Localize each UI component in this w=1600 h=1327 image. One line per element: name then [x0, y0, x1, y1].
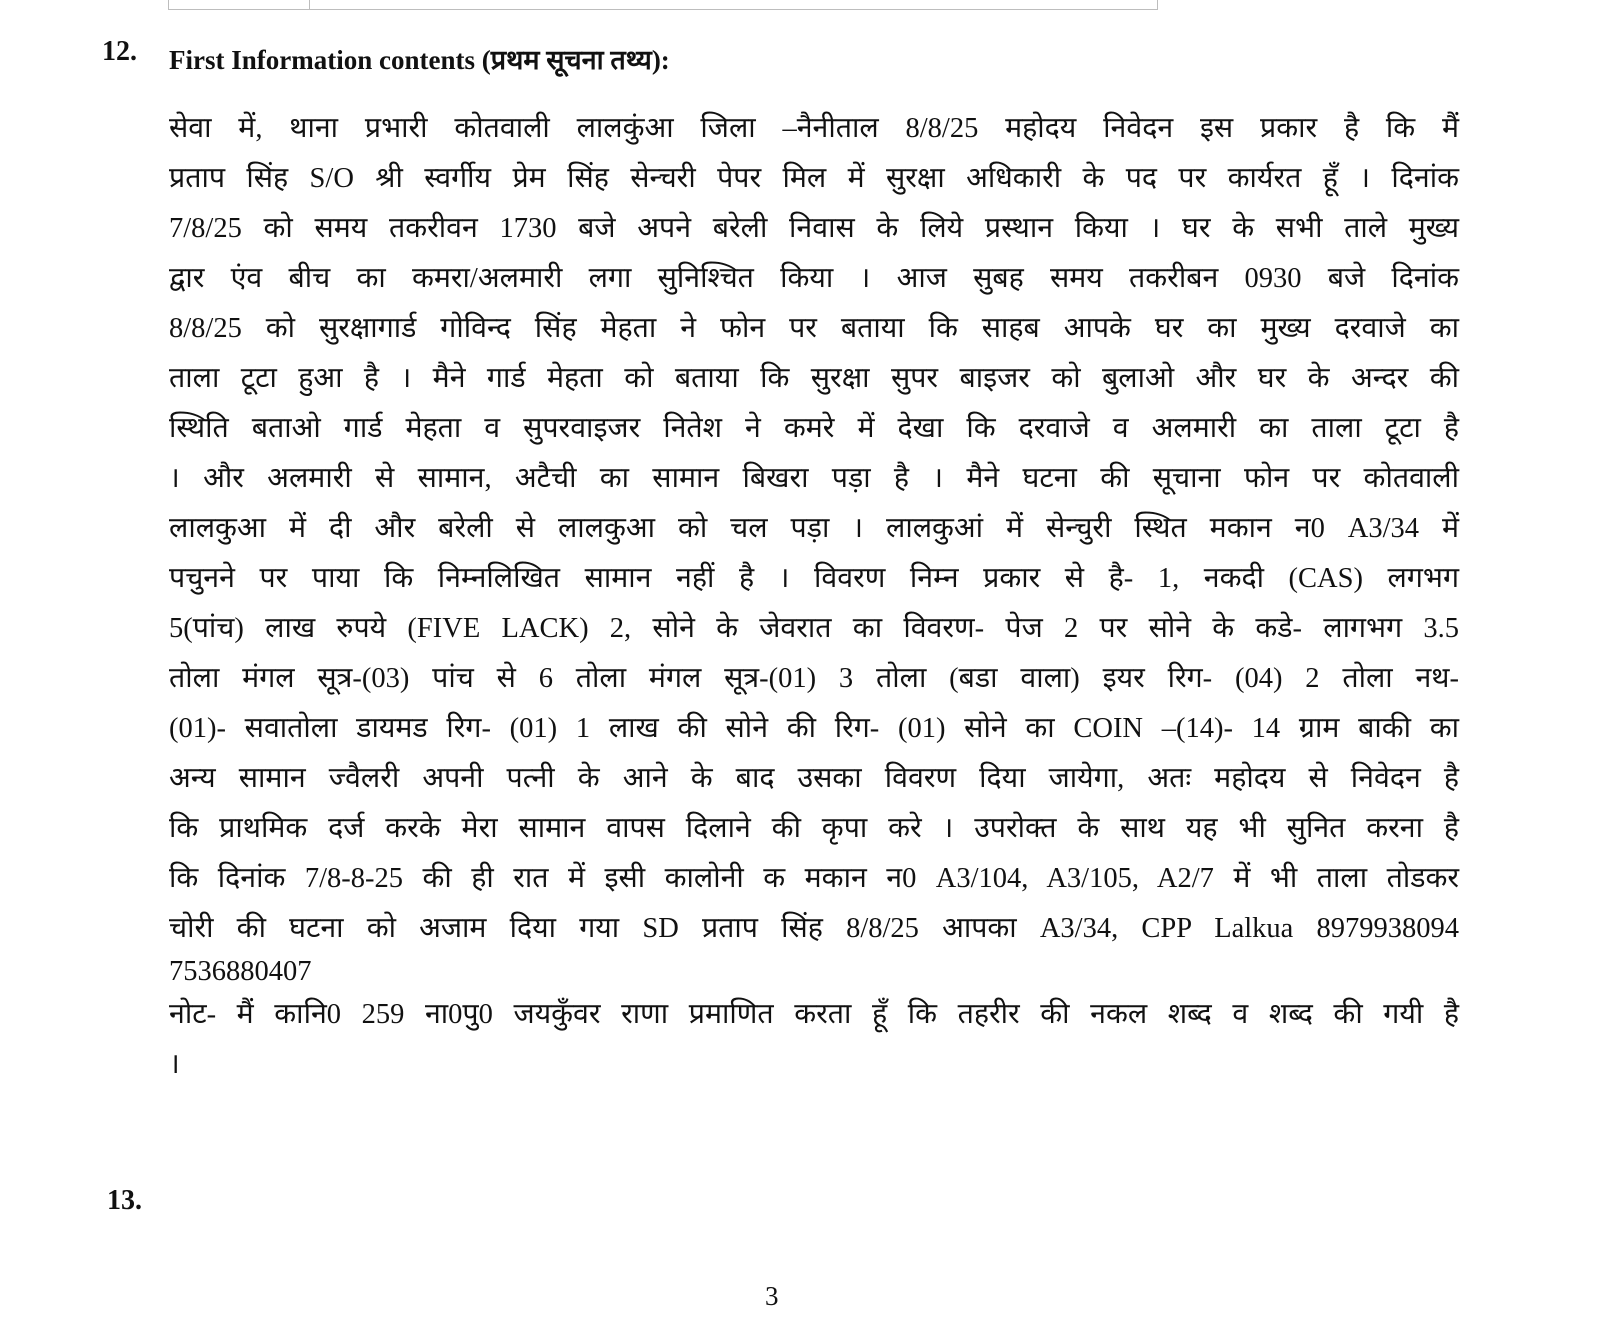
body-line: अन्य सामान ज्वैलरी अपनी पत्नी के आने के बाद उसका विवरण दिया जायेगा, अतः महोदय से निवेदन है	[169, 763, 1459, 794]
body-line: द्वार एंव बीच का कमरा/अलमारी लगा सुनिश्चित किया । आज सुबह समय तकरीबन 0930 बजे दिनांक	[169, 263, 1459, 294]
body-line: चोरी की घटना को अजाम दिया गया SD प्रताप सिंह 8/8/25 आपका A3/34, CPP Lalkua 8979938094	[169, 913, 1459, 944]
body-line-end-mark: ।	[169, 1049, 180, 1080]
section-13-number: 13.	[107, 1185, 142, 1216]
body-line: ताला टूटा हुआ है । मैने गार्ड मेहता को बताया कि सुरक्षा सुपर बाइजर को बुलाओ और घर के अन्दर की	[169, 363, 1459, 394]
body-line: तोला मंगल सूत्र-(03) पांच से 6 तोला मंगल सूत्र-(01) 3 तोला (बडा वाला) इयर रिग- (04) 2 तोला नथ-	[169, 663, 1459, 694]
body-line: 7/8/25 को समय तकरीवन 1730 बजे अपने बरेली निवास के लिये प्रस्थान किया । घर के सभी ताले मुख्य	[169, 213, 1459, 244]
body-line: 8/8/25 को सुरक्षागार्ड गोविन्द सिंह मेहता ने फोन पर बताया कि साहब आपके घर का मुख्य दरवाजे का	[169, 313, 1459, 344]
body-line: सेवा में, थाना प्रभारी कोतवाली लालकुंआ जिला –नैनीताल 8/8/25 महोदय निवेदन इस प्रकार है कि मैं	[169, 113, 1459, 144]
body-line: 5(पांच) लाख रुपये (FIVE LACK) 2, सोने के जेवरात का विवरण- पेज 2 पर सोने के कडे- लागभग 3.5	[169, 613, 1459, 644]
section-12-heading: First Information contents (प्रथम सूचना तथ्य):	[169, 45, 670, 75]
body-line: प्रताप सिंह S/O श्री स्वर्गीय प्रेम सिंह सेन्चरी पेपर मिल में सुरक्षा अधिकारी के पद पर कार्यरत हूँ । दिनांक	[169, 163, 1459, 194]
body-line: (01)- सवातोला डायमड रिग- (01) 1 लाख की सोने की रिग- (01) सोने का COIN –(14)- 14 ग्राम बाकी का	[169, 713, 1459, 744]
page-number: 3	[765, 1281, 779, 1311]
body-line: लालकुआ में दी और बरेली से लालकुआ को चल पड़ा । लालकुआं में सेन्चुरी स्थित मकान न0 A3/34 में	[169, 513, 1459, 544]
body-line: । और अलमारी से सामान, अटैची का सामान बिखरा पड़ा है । मैने घटना की सूचाना फोन पर कोतवाली	[169, 463, 1459, 494]
first-information-body	[169, 104, 1459, 1090]
phone-number-line: 7536880407	[169, 956, 312, 987]
body-line: कि दिनांक 7/8-8-25 की ही रात में इसी कालोनी क मकान न0 A3/104, A3/105, A2/7 में भी ताला तोडकर	[169, 863, 1459, 894]
table-column-divider	[309, 0, 310, 10]
body-line: कि प्राथमिक दर्ज करके मेरा सामान वापस दिलाने की कृपा करे । उपरोक्त के साथ यह भी सुनित करना है	[169, 813, 1459, 844]
previous-table-bottom-edge	[168, 0, 1158, 10]
body-line: पचुनने पर पाया कि निम्नलिखित सामान नहीं है । विवरण निम्न प्रकार से है- 1, नकदी (CAS) लगभग	[169, 563, 1459, 594]
section-12-number: 12.	[102, 36, 137, 67]
certification-note-line: नोट- मैं कानि0 259 ना0पु0 जयकुँवर राणा प्रमाणित करता हूँ कि तहरीर की नकल शब्द व शब्द की गयी है	[169, 999, 1459, 1030]
body-line: स्थिति बताओ गार्ड मेहता व सुपरवाइजर नितेश ने कमरे में देखा कि दरवाजे व अलमारी का ताला टूटा है	[169, 413, 1459, 444]
